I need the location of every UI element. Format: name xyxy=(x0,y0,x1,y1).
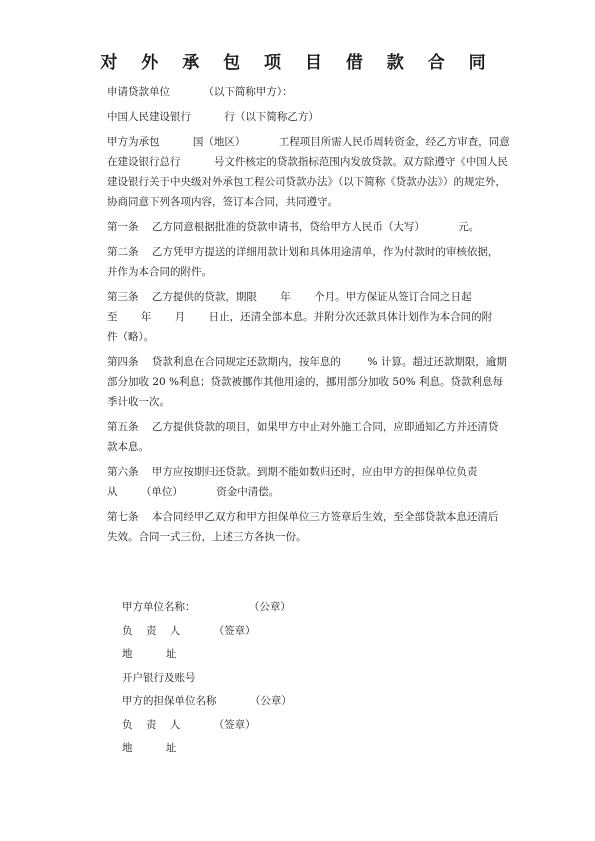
text-line: 申请贷款单位 （以下简称甲方）： xyxy=(107,86,293,98)
text-line: 并作为本合同的附件。 xyxy=(107,266,212,278)
text-line: 从 （单位） 资金中清偿。 xyxy=(107,486,280,498)
text-line: 款本息。 xyxy=(107,441,149,453)
text-line: 协商同意下列各项内容，签订本合同，共同遵守。 xyxy=(107,196,338,208)
article-3 xyxy=(107,287,502,347)
article-1 xyxy=(107,217,502,237)
signature-guarantor-representative: 负 责 人 （签章） xyxy=(122,718,256,731)
text-line: 在建设银行总行 号文件核定的贷款指标范围内发放贷款。双方除遵守《中国人民 xyxy=(107,156,508,168)
text-line: 季计收一次。 xyxy=(107,396,170,408)
text-line: 第二条 乙方凭甲方提送的详细用款计划和具体用途清单，作为付款时的审核依据， xyxy=(107,246,499,258)
text-line: 建设银行关于中央级对外承包工程公司贷款办法》（以下简称《贷款办法》）的规定外， xyxy=(107,176,506,188)
article-2 xyxy=(107,242,502,282)
signature-guarantor-name: 甲方的担保单位名称 （公章） xyxy=(122,695,292,707)
article-6 xyxy=(107,462,502,502)
text-line: 第四条 贷款利息在合同规定还款期内，按年息的 % 计算。超过还款期限，逾期 xyxy=(107,356,507,368)
signature-party-a-name: 甲方单位名称： （公章） xyxy=(122,601,291,613)
article-4 xyxy=(107,352,507,412)
text-line: 第五条 乙方提供贷款的项目，如果甲方中止对外施工合同，应即通知乙方并还清贷 xyxy=(107,421,499,433)
text-line: 第六条 甲方应按期归还贷款。到期不能如数归还时，应由甲方的担保单位负责 xyxy=(107,466,478,478)
signature-party-a-representative: 负 责 人 （签章） xyxy=(122,624,256,637)
paragraph-lender xyxy=(107,107,502,127)
text-line: 失效。合同一式三份，上述三方各执一份。 xyxy=(107,531,307,543)
text-line: 甲方为承包 国（地区） 工程项目所需人民币周转资金，经乙方审查，同意 xyxy=(107,136,510,148)
paragraph-applicant xyxy=(107,82,502,102)
text-line: 第一条 乙方同意根据批准的贷款申请书，贷给甲方人民币（大写） 元。 xyxy=(107,221,480,233)
article-7 xyxy=(107,507,502,547)
text-line: 第七条 本合同经甲乙双方和甲方担保单位三方签章后生效，至全部贷款本息还清后 xyxy=(107,511,499,523)
signature-guarantor-address: 地 址 xyxy=(122,742,177,754)
paragraph-preamble xyxy=(107,132,510,212)
text-line: 至 年 月 日止，还清全部本息。并附分次还款具体计划作为本合同的附 xyxy=(107,311,493,323)
contract-body xyxy=(107,82,510,547)
document-title: 对 外 承 包 项 目 借 款 合 同 xyxy=(100,53,495,73)
text-line: 件（略）。 xyxy=(107,331,155,343)
signature-block xyxy=(122,596,482,761)
signature-party-a-address: 地 址 xyxy=(122,648,177,660)
text-line: 中国人民建设银行 行（以下简称乙方） xyxy=(107,111,319,123)
signature-bank-account: 开户银行及账号 xyxy=(122,671,196,684)
text-line: 第三条 乙方提供的贷款，期限 年 个月。甲方保证从签订合同之日起 xyxy=(107,291,472,303)
text-line: 部分加收 20 %利息；贷款被挪作其他用途的，挪用部分加收 50% 利息。贷款利息每 xyxy=(107,376,504,388)
article-5 xyxy=(107,417,502,457)
